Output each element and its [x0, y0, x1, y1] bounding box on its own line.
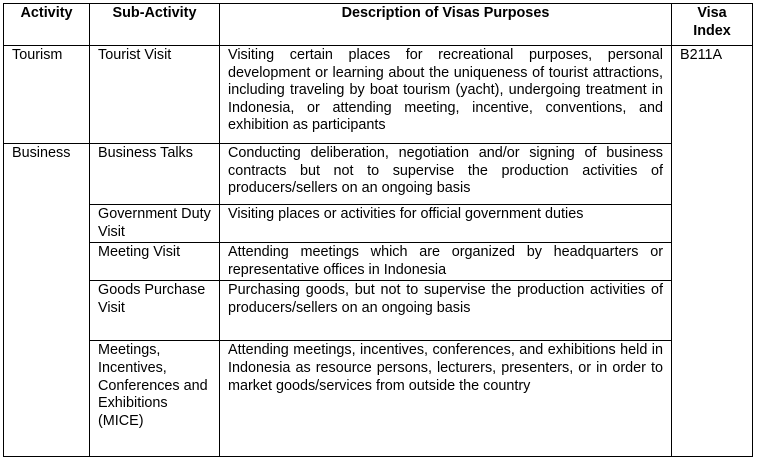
description-cell: Purchasing goods, but not to supervise the production activities of producers/sellers on an ongoing basis	[220, 281, 672, 341]
sub-activity-cell: Government Duty Visit	[90, 205, 220, 243]
table-row	[4, 281, 753, 341]
header-visa-index: Visa Index	[672, 4, 753, 46]
header-sub-activity: Sub-Activity	[90, 4, 220, 46]
description-cell: Visiting places or activities for official government duties	[220, 205, 672, 243]
description-cell: Attending meetings which are organized by headquarters or representative offices in Indonesia	[220, 243, 672, 281]
visa-index-cell: B211A	[672, 46, 753, 457]
sub-activity-cell: Meeting Visit	[90, 243, 220, 281]
table-row	[4, 46, 753, 144]
header-description: Description of Visas Purposes	[220, 4, 672, 46]
table-row	[4, 205, 753, 243]
activity-cell: Tourism	[4, 46, 90, 144]
sub-activity-cell: Business Talks	[90, 144, 220, 205]
table-row	[4, 144, 753, 205]
description-cell: Conducting deliberation, negotiation and/or signing of business contracts but not to supervise the production activities of producers/sellers on an ongoing basis	[220, 144, 672, 205]
sub-activity-cell: Meetings, Incentives, Conferences and Exhibitions (MICE)	[90, 341, 220, 457]
visa-purposes-table	[3, 3, 753, 457]
sub-activity-cell: Tourist Visit	[90, 46, 220, 144]
description-cell: Attending meetings, incentives, conferences, and exhibitions held in Indonesia as resource persons, lecturers, presenters, or in order to market goods/services from outside the country	[220, 341, 672, 457]
header-activity: Activity	[4, 4, 90, 46]
sub-activity-cell: Goods Purchase Visit	[90, 281, 220, 341]
table-header-row	[4, 4, 753, 46]
activity-cell: Business	[4, 144, 90, 457]
description-cell: Visiting certain places for recreational purposes, personal development or learning about the uniqueness of tourist attractions, including traveling by boat tourism (yacht), undergoing treatment in Indonesia, or attending meeting, incentive, conventions, and exhibition as participants	[220, 46, 672, 144]
table-row	[4, 341, 753, 457]
table-row	[4, 243, 753, 281]
